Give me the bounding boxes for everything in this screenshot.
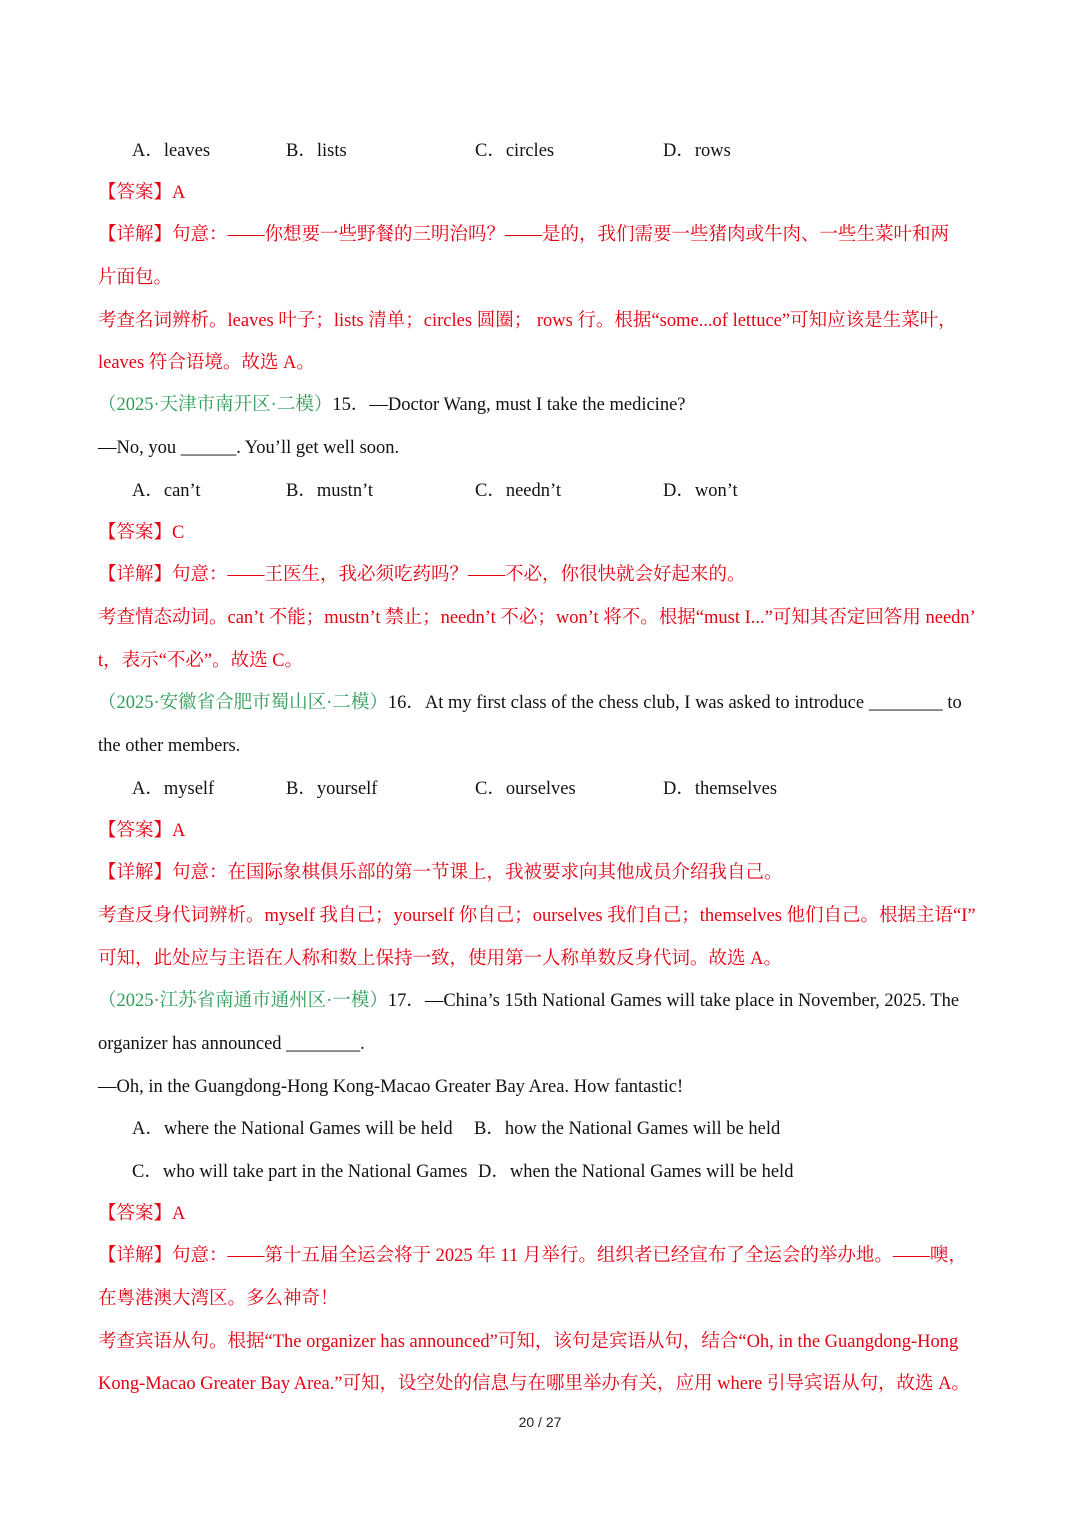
q16-detail-line-1: 【详解】句意：在国际象棋俱乐部的第一节课上，我被要求向其他成员介绍我自己。 — [98, 863, 783, 883]
q15-option-d: D．won’t — [663, 481, 738, 501]
q17-stem-line-1 — [98, 988, 959, 1014]
q14-detail-line-1: 【详解】句意：——你想要一些野餐的三明治吗？——是的，我们需要一些猪肉或牛肉、一些生菜叶和两 — [98, 225, 950, 245]
q15-stem-line-2: —No, you ______. You’ll get well soon. — [98, 438, 400, 458]
q16-source: （2025·安徽省合肥市蜀山区·二模） — [98, 693, 388, 713]
q17-option-a: A．where the National Games will be held — [132, 1119, 453, 1139]
q15-detail-line-1: 【详解】句意：——王医生，我必须吃药吗？——不必，你很快就会好起来的。 — [98, 565, 746, 585]
q15-option-c: C．needn’t — [475, 481, 561, 501]
q16-answer: 【答案】A — [98, 821, 186, 841]
q17-answer: 【答案】A — [98, 1204, 186, 1224]
q16-stem-line-1 — [98, 690, 962, 716]
q17-detail-line-1: 【详解】句意：——第十五届全运会将于 2025 年 11 月举行。组织者已经宣布了全运会的举办地。——噢， — [98, 1246, 967, 1266]
q14-detail-line-2: 片面包。 — [98, 268, 173, 288]
q15-answer: 【答案】C — [98, 523, 185, 543]
q16-option-d: D．themselves — [663, 779, 778, 799]
q16-detail-line-2: 考查反身代词辨析。myself 我自己；yourself 你自己；ourselves 我们自己；themselves 他们自己。根据主语“I” — [98, 906, 976, 926]
q14-option-d: D．rows — [663, 141, 731, 161]
q17-source: （2025·江苏省南通市通州区·一模） — [98, 991, 388, 1011]
q15-source: （2025·天津市南开区·二模） — [98, 395, 333, 415]
q15-detail-line-3: t，表示“不必”。故选 C。 — [98, 651, 304, 671]
page-number: 20 / 27 — [518, 1414, 562, 1430]
q14-detail-line-3: 考查名词辨析。leaves 叶子；lists 清单；circles 圆圈； rows 行。根据“some...of lettuce”可知应该是生菜叶， — [98, 311, 957, 331]
q14-answer: 【答案】A — [98, 183, 186, 203]
q15-detail-line-2: 考查情态动词。can’t 不能；mustn’t 禁止；needn’t 不必；won’t 将不。根据“must I...”可知其否定回答用 needn’ — [98, 608, 976, 628]
q17-option-d: D．when the National Games will be held — [478, 1162, 794, 1182]
q16-stem-text: 16．At my first class of the chess club, I was asked to introduce ________ to — [387, 693, 962, 713]
q16-stem-line-2: the other members. — [98, 736, 241, 756]
q16-option-c: C．ourselves — [475, 779, 576, 799]
q15-stem-line-1 — [98, 392, 686, 418]
q15-option-a: A．can’t — [132, 481, 201, 501]
q17-detail-line-3: 考查宾语从句。根据“The organizer has announced”可知，该句是宾语从句，结合“Oh, in the Guangdong-Hong — [98, 1332, 959, 1352]
q16-option-a: A．myself — [132, 779, 215, 799]
q16-detail-line-3: 可知，此处应与主语在人称和数上保持一致，使用第一人称单数反身代词。故选 A。 — [98, 949, 782, 969]
q17-stem-text: 17．—China’s 15th National Games will take place in November, 2025. The — [387, 991, 960, 1011]
q17-option-b: B．how the National Games will be held — [474, 1119, 781, 1139]
q17-stem-line-3: —Oh, in the Guangdong-Hong Kong-Macao Greater Bay Area. How fantastic! — [98, 1077, 684, 1097]
q14-option-c: C．circles — [475, 141, 555, 161]
q15-stem-text: 15．—Doctor Wang, must I take the medicine? — [332, 395, 686, 415]
q17-detail-line-2: 在粤港澳大湾区。多么神奇！ — [98, 1289, 339, 1309]
q17-option-c: C．who will take part in the National Games — [132, 1162, 468, 1182]
q14-option-b: B．lists — [286, 141, 347, 161]
q17-detail-line-4: Kong-Macao Greater Bay Area.”可知，设空处的信息与在哪里举办有关，应用 where 引导宾语从句，故选 A。 — [98, 1374, 970, 1394]
q16-option-b: B．yourself — [286, 779, 378, 799]
q14-option-a: A．leaves — [132, 141, 211, 161]
q17-stem-line-2: organizer has announced ________. — [98, 1034, 365, 1054]
q14-detail-line-4: leaves 符合语境。故选 A。 — [98, 353, 315, 373]
q15-option-b: B．mustn’t — [286, 481, 374, 501]
